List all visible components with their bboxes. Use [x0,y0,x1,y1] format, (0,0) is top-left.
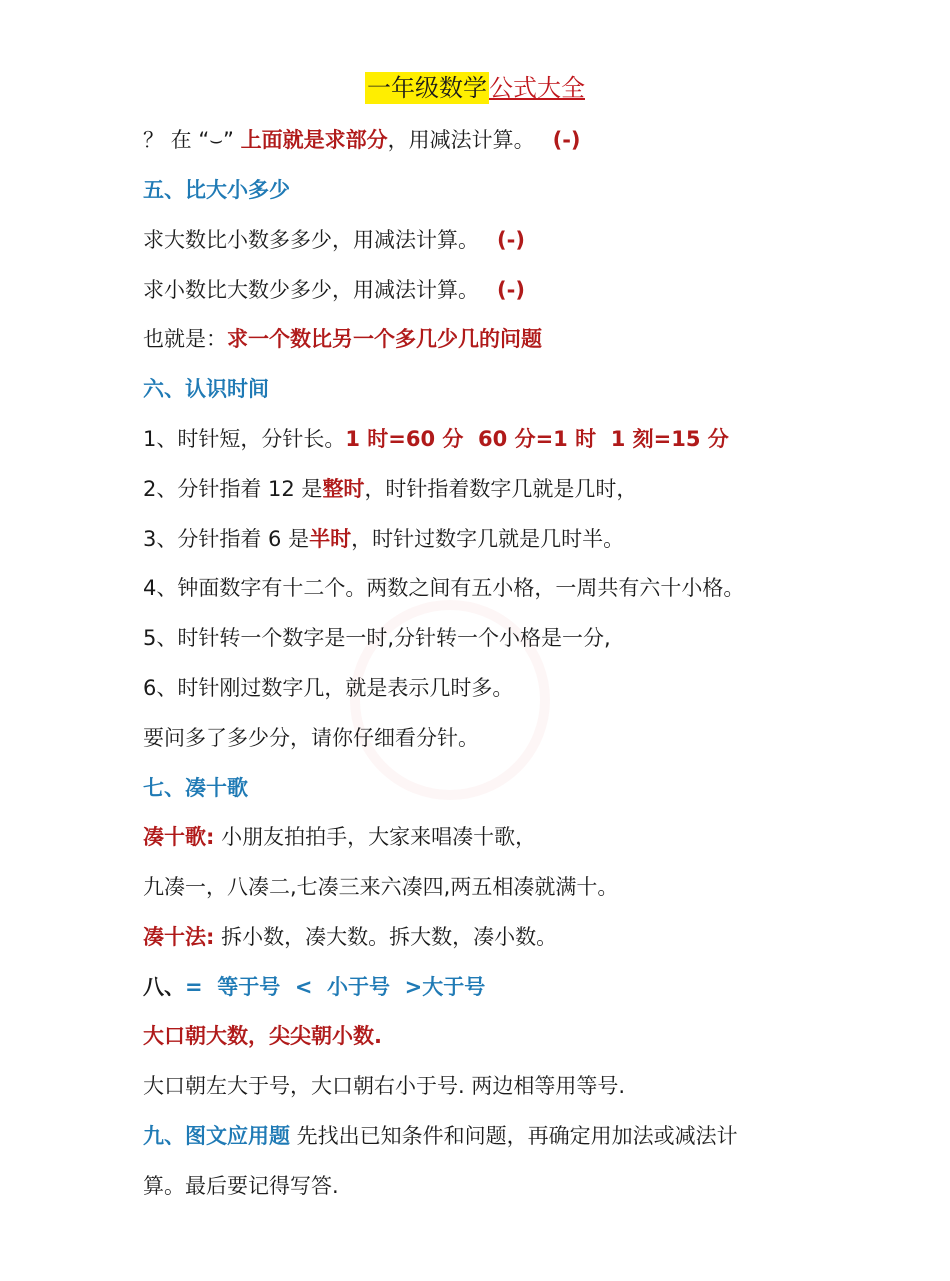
section-heading-5: 五、比大小多少 [143,178,290,202]
section-heading-8: 八、= 等于号 < 小于号 >大于号 [143,975,486,999]
line-compare-less: 求小数比大数少多少，用减法计算。 (-) [143,278,525,302]
section-9-continuation: 算。最后要记得写答. [143,1174,339,1198]
time-line-4: 4、钟面数字有十二个。两数之间有五小格，一周共有六十小格。 [143,576,745,600]
make-ten-method-line: 凑十法: 拆小数，凑大数。拆大数，凑小数。 [143,925,558,949]
make-ten-song-line: 凑十歌: 小朋友拍拍手，大家来唱凑十歌， [143,825,537,849]
section-heading-7: 七、凑十歌 [143,776,248,800]
time-line-5: 5、时针转一个数字是一时,分针转一个小格是一分, [143,626,611,650]
make-ten-pairs-line: 九凑一，八凑二,七凑三来六凑四,两五相凑就满十。 [143,875,619,899]
time-line-2: 2、分针指着 12 是整时，时针指着数字几就是几时， [143,477,638,501]
title-underlined: 公式大全 [489,74,585,102]
time-line-3: 3、分针指着 6 是半时，时针过数字几就是几时半。 [143,527,625,551]
line-subtraction-part: ？ 在 “⌣” 上面就是求部分，用减法计算。 (-) [143,128,581,152]
section-heading-9: 九、图文应用题 先找出已知条件和问题，再确定用加法或减法计 [143,1124,738,1148]
time-line-1: 1、时针短，分针长。1 时=60 分 60 分=1 时 1 刻=15 分 [143,427,729,451]
line-summary: 也就是：求一个数比另一个多几少几的问题 [143,327,542,351]
comparison-rule-emphasis: 大口朝大数，尖尖朝小数. [143,1024,382,1048]
time-line-6: 6、时针刚过数字几，就是表示几时多。 [143,676,514,700]
title-highlight: 一年级数学 [367,74,487,102]
time-line-7: 要问多了多少分，请你仔细看分针。 [143,726,479,750]
section-heading-6: 六、认识时间 [143,377,269,401]
comparison-rule-detail: 大口朝左大于号，大口朝右小于号. 两边相等用等号. [143,1074,626,1098]
page-title [0,68,950,108]
line-compare-more: 求大数比小数多多少，用减法计算。 (-) [143,228,525,252]
